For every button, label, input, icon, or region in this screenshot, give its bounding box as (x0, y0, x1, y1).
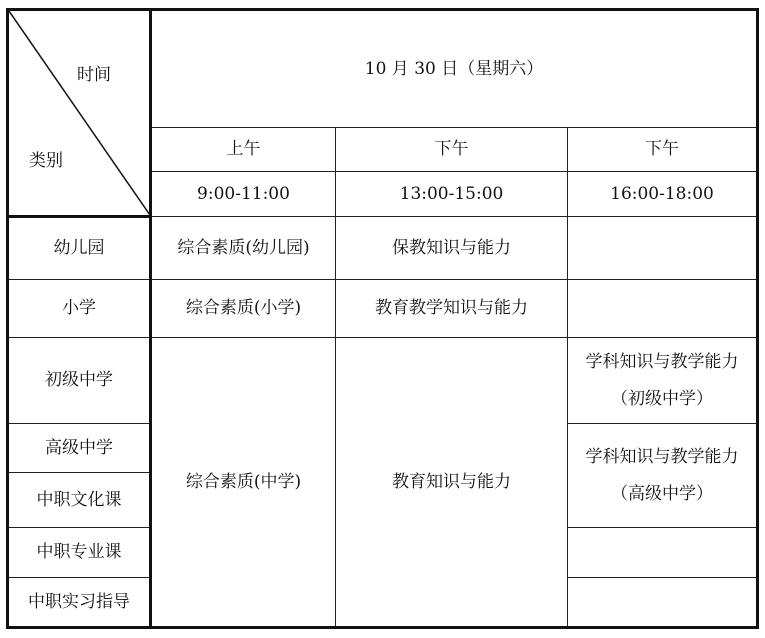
exam-schedule-table (6, 8, 759, 629)
diagonal-divider (9, 11, 152, 218)
corner-header-cell (8, 10, 151, 217)
primary-session-2: 教育教学知识与能力 (336, 280, 568, 338)
category-vocational-culture: 中职文化课 (8, 473, 151, 528)
session-3-period: 下午 (568, 128, 758, 172)
session-3-time: 16:00-18:00 (568, 172, 758, 217)
junior-middle-session-3 (568, 338, 758, 424)
middle-session-1: 综合素质(中学) (151, 338, 336, 628)
category-vocational-practice: 中职实习指导 (8, 578, 151, 628)
category-junior-middle: 初级中学 (8, 338, 151, 424)
primary-session-3 (568, 280, 758, 338)
middle-session-2: 教育知识与能力 (336, 338, 568, 628)
schedule-table-wrapper (6, 8, 759, 629)
category-kindergarten: 幼儿园 (8, 217, 151, 280)
category-primary: 小学 (8, 280, 151, 338)
kindergarten-session-2: 保教知识与能力 (336, 217, 568, 280)
senior-high-session-3 (568, 424, 758, 528)
category-senior-high: 高级中学 (8, 424, 151, 473)
senior-subject-line: 学科知识与教学能力 (585, 447, 739, 468)
kindergarten-session-1: 综合素质(幼儿园) (151, 217, 336, 280)
junior-subject-level: （初级中学） (611, 388, 713, 409)
session-2-period: 下午 (336, 128, 568, 172)
session-1-time: 9:00-11:00 (151, 172, 336, 217)
kindergarten-session-3 (568, 217, 758, 280)
primary-session-1: 综合素质(小学) (151, 280, 336, 338)
corner-time-label: 时间 (77, 65, 111, 85)
vocational-practice-session-3 (568, 578, 758, 628)
senior-subject-level: （高级中学） (611, 483, 713, 504)
vocational-major-session-3 (568, 528, 758, 578)
session-1-period: 上午 (151, 128, 336, 172)
category-vocational-major: 中职专业课 (8, 528, 151, 578)
session-2-time: 13:00-15:00 (336, 172, 568, 217)
junior-subject-line: 学科知识与教学能力 (585, 352, 739, 373)
corner-category-label: 类别 (29, 151, 63, 171)
exam-date-cell: 10 月 30 日（星期六） (151, 10, 758, 128)
